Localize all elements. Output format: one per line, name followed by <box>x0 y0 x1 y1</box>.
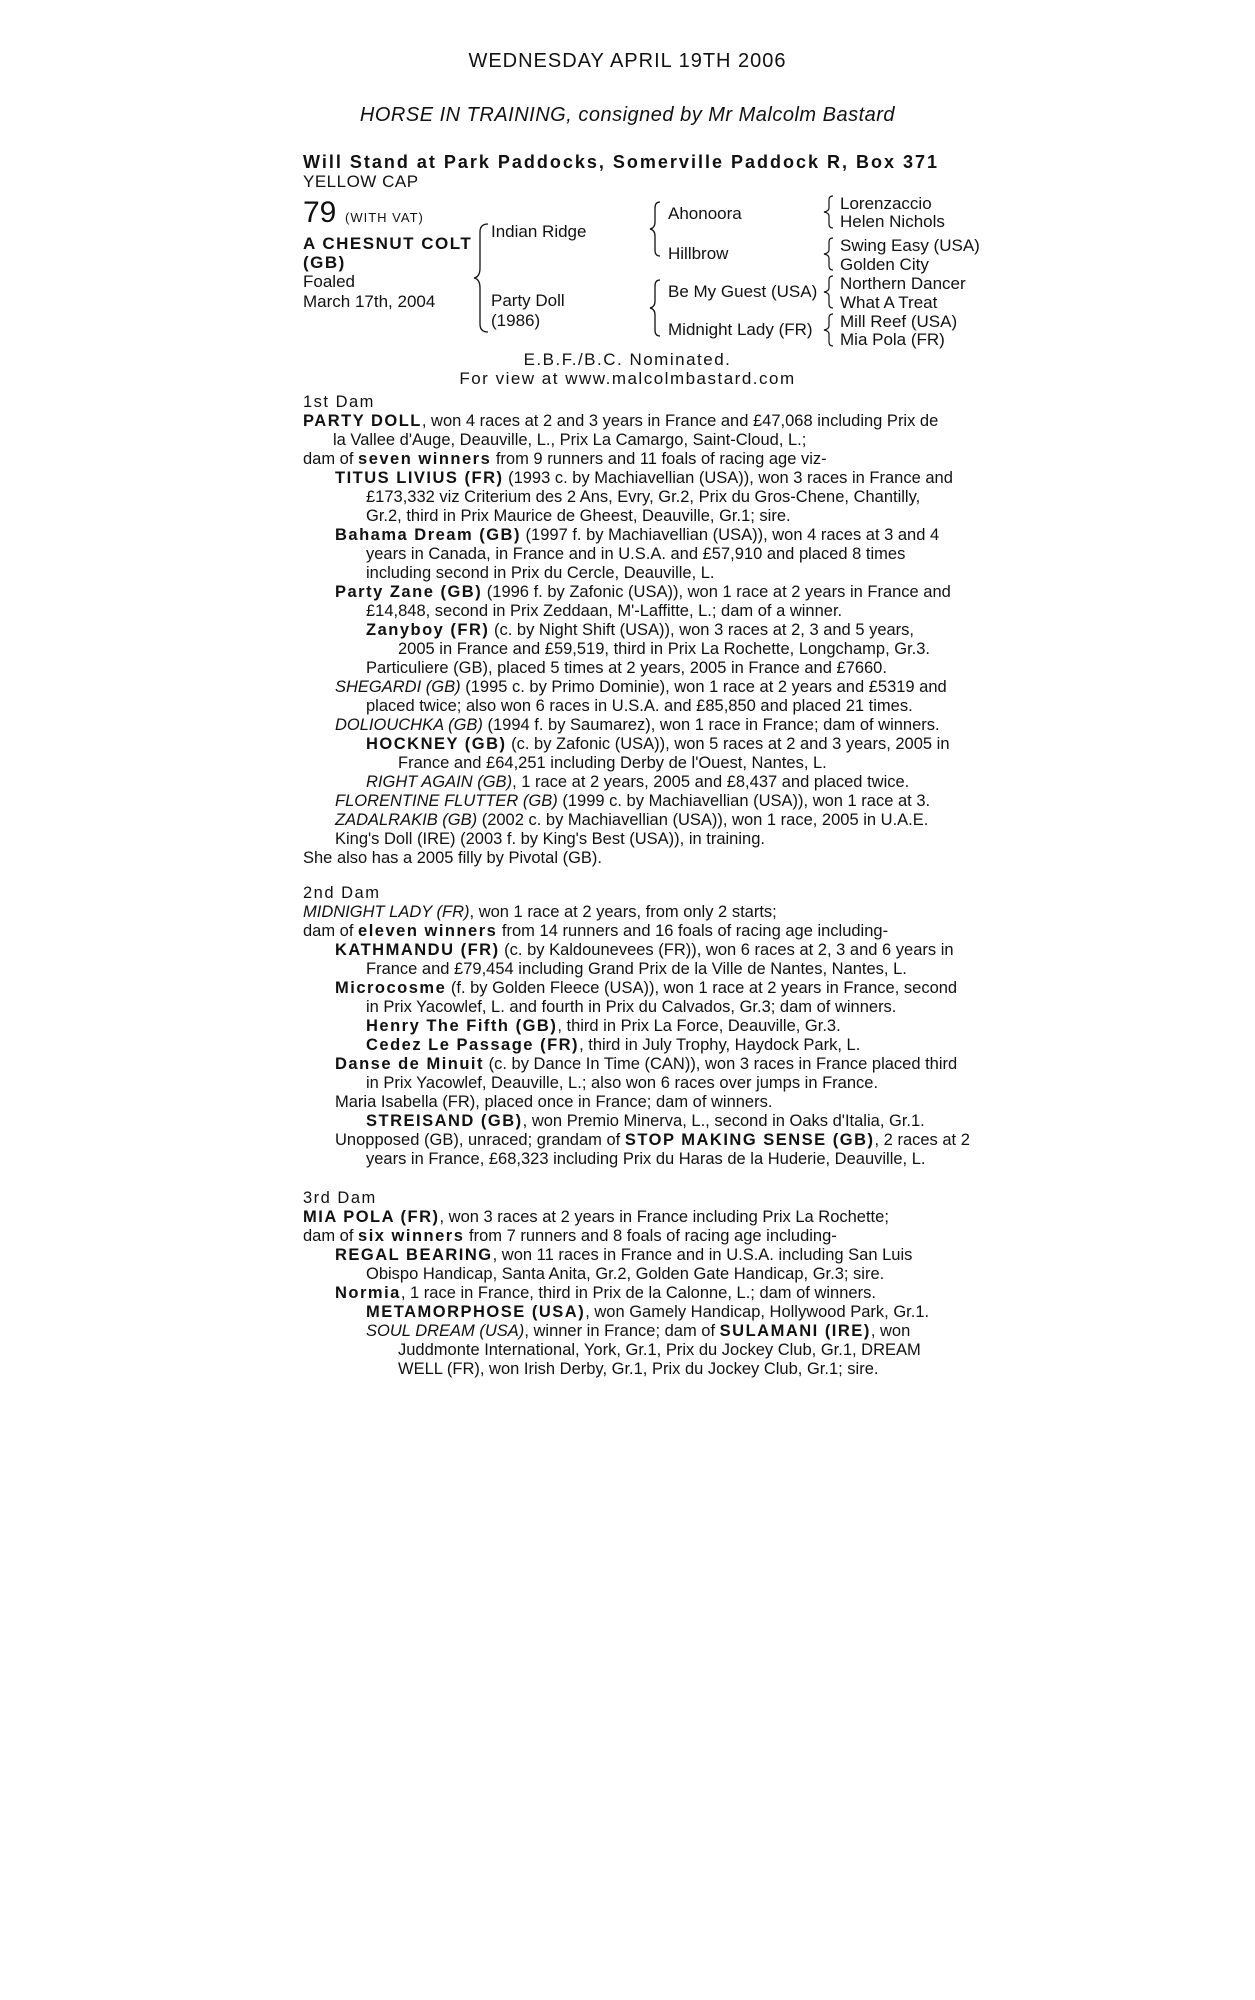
produce-line: 2005 in France and £59,519, third in Prix La Rochette, Longchamp, Gr.3. <box>398 640 930 658</box>
stand-location: Will Stand at Park Paddocks, Somerville Paddock R, Box 371 <box>303 152 940 172</box>
pedigree-gg-5: Northern Dancer <box>840 274 966 293</box>
produce-line: Obispo Handicap, Santa Anita, Gr.2, Golden Gate Handicap, Gr.3; sire. <box>366 1265 885 1283</box>
produce-line: including second in Prix du Cercle, Deauville, L. <box>366 564 715 582</box>
pedigree-dam-dam: Midnight Lady (FR) <box>668 320 813 339</box>
produce-line: Zanyboy (FR) (c. by Night Shift (USA)), won 3 races at 2, 3 and 5 years, <box>366 621 915 639</box>
produce-line: Party Zane (GB) (1996 f. by Zafonic (USA)), won 1 race at 2 years in France and <box>335 583 951 601</box>
produce-line: SOUL DREAM (USA), winner in France; dam of SULAMANI (IRE), won <box>366 1322 911 1340</box>
produce-line: Maria Isabella (FR), placed once in France; dam of winners. <box>335 1093 773 1111</box>
produce-line: KATHMANDU (FR) (c. by Kaldounevees (FR)), won 6 races at 2, 3 and 6 years in <box>335 941 954 959</box>
produce-line: WELL (FR), won Irish Derby, Gr.1, Prix du Jockey Club, Gr.1; sire. <box>398 1360 879 1378</box>
produce-line: Cedez Le Passage (FR), third in July Trophy, Haydock Park, L. <box>366 1036 861 1054</box>
produce-line: years in France, £68,323 including Prix du Haras de la Huderie, Deauville, L. <box>366 1150 926 1168</box>
produce-line: Bahama Dream (GB) (1997 f. by Machiavellian (USA)), won 4 races at 3 and 4 <box>335 526 940 544</box>
foaled-date: March 17th, 2004 <box>303 292 436 311</box>
second-dam-line: MIDNIGHT LADY (FR), won 1 race at 2 years, from only 2 starts; <box>303 903 777 921</box>
produce-line: £173,332 viz Criterium des 2 Ans, Evry, Gr.2, Prix du Gros-Chene, Chantilly, <box>366 488 921 506</box>
sale-date: WEDNESDAY APRIL 19TH 2006 <box>468 50 787 72</box>
first-dam-line: dam of seven winners from 9 runners and 11 foals of racing age viz- <box>303 450 827 468</box>
produce-line: Microcosme (f. by Golden Fleece (USA)), won 1 race at 2 years in France, second <box>335 979 958 997</box>
produce-line: She also has a 2005 filly by Pivotal (GB). <box>303 849 602 867</box>
first-dam-heading: 1st Dam <box>303 393 375 411</box>
cap-colour: YELLOW CAP <box>303 172 419 191</box>
produce-line: King's Doll (IRE) (2003 f. by King's Best (USA)), in training. <box>335 830 765 848</box>
pedigree-sire-dam: Hillbrow <box>668 244 729 263</box>
pedigree-brace-g1 <box>824 194 836 230</box>
produce-line: France and £64,251 including Derby de l'Ouest, Nantes, L. <box>398 754 827 772</box>
produce-line: METAMORPHOSE (USA), won Gamely Handicap, Hollywood Park, Gr.1. <box>366 1303 930 1321</box>
pedigree-brace-sire <box>650 200 664 258</box>
produce-line: RIGHT AGAIN (GB), 1 race at 2 years, 2005 and £8,437 and placed twice. <box>366 773 910 791</box>
produce-line: ZADALRAKIB (GB) (2002 c. by Machiavellian (USA)), won 1 race, 2005 in U.A.E. <box>335 811 929 829</box>
produce-line: FLORENTINE FLUTTER (GB) (1999 c. by Machiavellian (USA)), won 1 race at 3. <box>335 792 931 810</box>
foaled-label: Foaled <box>303 272 355 291</box>
produce-line: years in Canada, in France and in U.S.A. and £57,910 and placed 8 times <box>366 545 906 563</box>
pedigree-dam-sire: Be My Guest (USA) <box>668 282 818 301</box>
third-dam-line: dam of six winners from 7 runners and 8 foals of racing age including- <box>303 1227 837 1245</box>
pedigree-dam: Party Doll <box>491 291 565 310</box>
second-dam-line: dam of eleven winners from 14 runners and 16 foals of racing age including- <box>303 922 889 940</box>
ebf-nomination: E.B.F./B.C. Nominated. <box>523 350 732 369</box>
vat-note: (WITH VAT) <box>345 210 424 225</box>
pedigree-brace-g2 <box>824 236 836 272</box>
produce-line: placed twice; also won 6 races in U.S.A. and £85,850 and placed 21 times. <box>366 697 913 715</box>
produce-line: Gr.2, third in Prix Maurice de Gheest, Deauville, Gr.1; sire. <box>366 507 791 525</box>
first-dam-line: la Vallee d'Auge, Deauville, L., Prix La Camargo, Saint-Cloud, L.; <box>333 431 807 449</box>
produce-line: SHEGARDI (GB) (1995 c. by Primo Dominie), won 1 race at 2 years and £5319 and <box>335 678 947 696</box>
pedigree-brace-dam <box>650 278 664 338</box>
pedigree-gg-4: Golden City <box>840 255 929 274</box>
pedigree-brace-g4 <box>824 312 836 348</box>
produce-line: Normia, 1 race in France, third in Prix de la Calonne, L.; dam of winners. <box>335 1284 876 1302</box>
first-dam-line: PARTY DOLL, won 4 races at 2 and 3 years in France and £47,068 including Prix de <box>303 412 939 430</box>
pedigree-gg-6: What A Treat <box>840 293 938 312</box>
horse-origin: (GB) <box>303 253 346 272</box>
produce-line: in Prix Yacowlef, Deauville, L.; also won 6 races over jumps in France. <box>366 1074 879 1092</box>
pedigree-brace-g3 <box>824 274 836 310</box>
produce-line: £14,848, second in Prix Zeddaan, M'-Laffitte, L.; dam of a winner. <box>366 602 843 620</box>
pedigree-gg-1: Lorenzaccio <box>840 194 932 213</box>
pedigree-gg-7: Mill Reef (USA) <box>840 312 958 331</box>
produce-line: Danse de Minuit (c. by Dance In Time (CAN)), won 3 races in France placed third <box>335 1055 958 1073</box>
second-dam-heading: 2nd Dam <box>303 884 381 902</box>
produce-line: Unopposed (GB), unraced; grandam of STOP MAKING SENSE (GB), 2 races at 2 <box>335 1131 970 1149</box>
pedigree-gg-8: Mia Pola (FR) <box>840 330 945 349</box>
produce-line: HOCKNEY (GB) (c. by Zafonic (USA)), won 5 races at 2 and 3 years, 2005 in <box>366 735 950 753</box>
produce-line: Henry The Fifth (GB), third in Prix La Force, Deauville, Gr.3. <box>366 1017 841 1035</box>
produce-line: in Prix Yacowlef, L. and fourth in Prix du Calvados, Gr.3; dam of winners. <box>366 998 897 1016</box>
produce-line: France and £79,454 including Grand Prix de la Ville de Nantes, Nantes, L. <box>366 960 907 978</box>
viewing-website: For view at www.malcolmbastard.com <box>459 369 796 388</box>
produce-line: Juddmonte International, York, Gr.1, Prix du Jockey Club, Gr.1, DREAM <box>398 1341 921 1359</box>
pedigree-gg-2: Helen Nichols <box>840 212 945 231</box>
pedigree-dam-year: (1986) <box>491 311 541 330</box>
horse-description: A CHESNUT COLT <box>303 234 473 253</box>
pedigree-sire-sire: Ahonoora <box>668 204 742 223</box>
produce-line: TITUS LIVIUS (FR) (1993 c. by Machiavellian (USA)), won 3 races in France and <box>335 469 953 487</box>
third-dam-line: MIA POLA (FR), won 3 races at 2 years in France including Prix La Rochette; <box>303 1208 889 1226</box>
pedigree-sire: Indian Ridge <box>491 222 587 241</box>
lot-subtitle: HORSE IN TRAINING, consigned by Mr Malcolm Bastard <box>359 104 896 126</box>
lot-number: 79 <box>303 196 337 229</box>
third-dam-heading: 3rd Dam <box>303 1189 377 1207</box>
produce-line: STREISAND (GB), won Premio Minerva, L., second in Oaks d'Italia, Gr.1. <box>366 1112 925 1130</box>
produce-line: REGAL BEARING, won 11 races in France and in U.S.A. including San Luis <box>335 1246 913 1264</box>
produce-line: DOLIOUCHKA (GB) (1994 f. by Saumarez), won 1 race in France; dam of winners. <box>335 716 940 734</box>
produce-line: Particuliere (GB), placed 5 times at 2 years, 2005 in France and £7660. <box>366 659 887 677</box>
pedigree-gg-3: Swing Easy (USA) <box>840 236 980 255</box>
